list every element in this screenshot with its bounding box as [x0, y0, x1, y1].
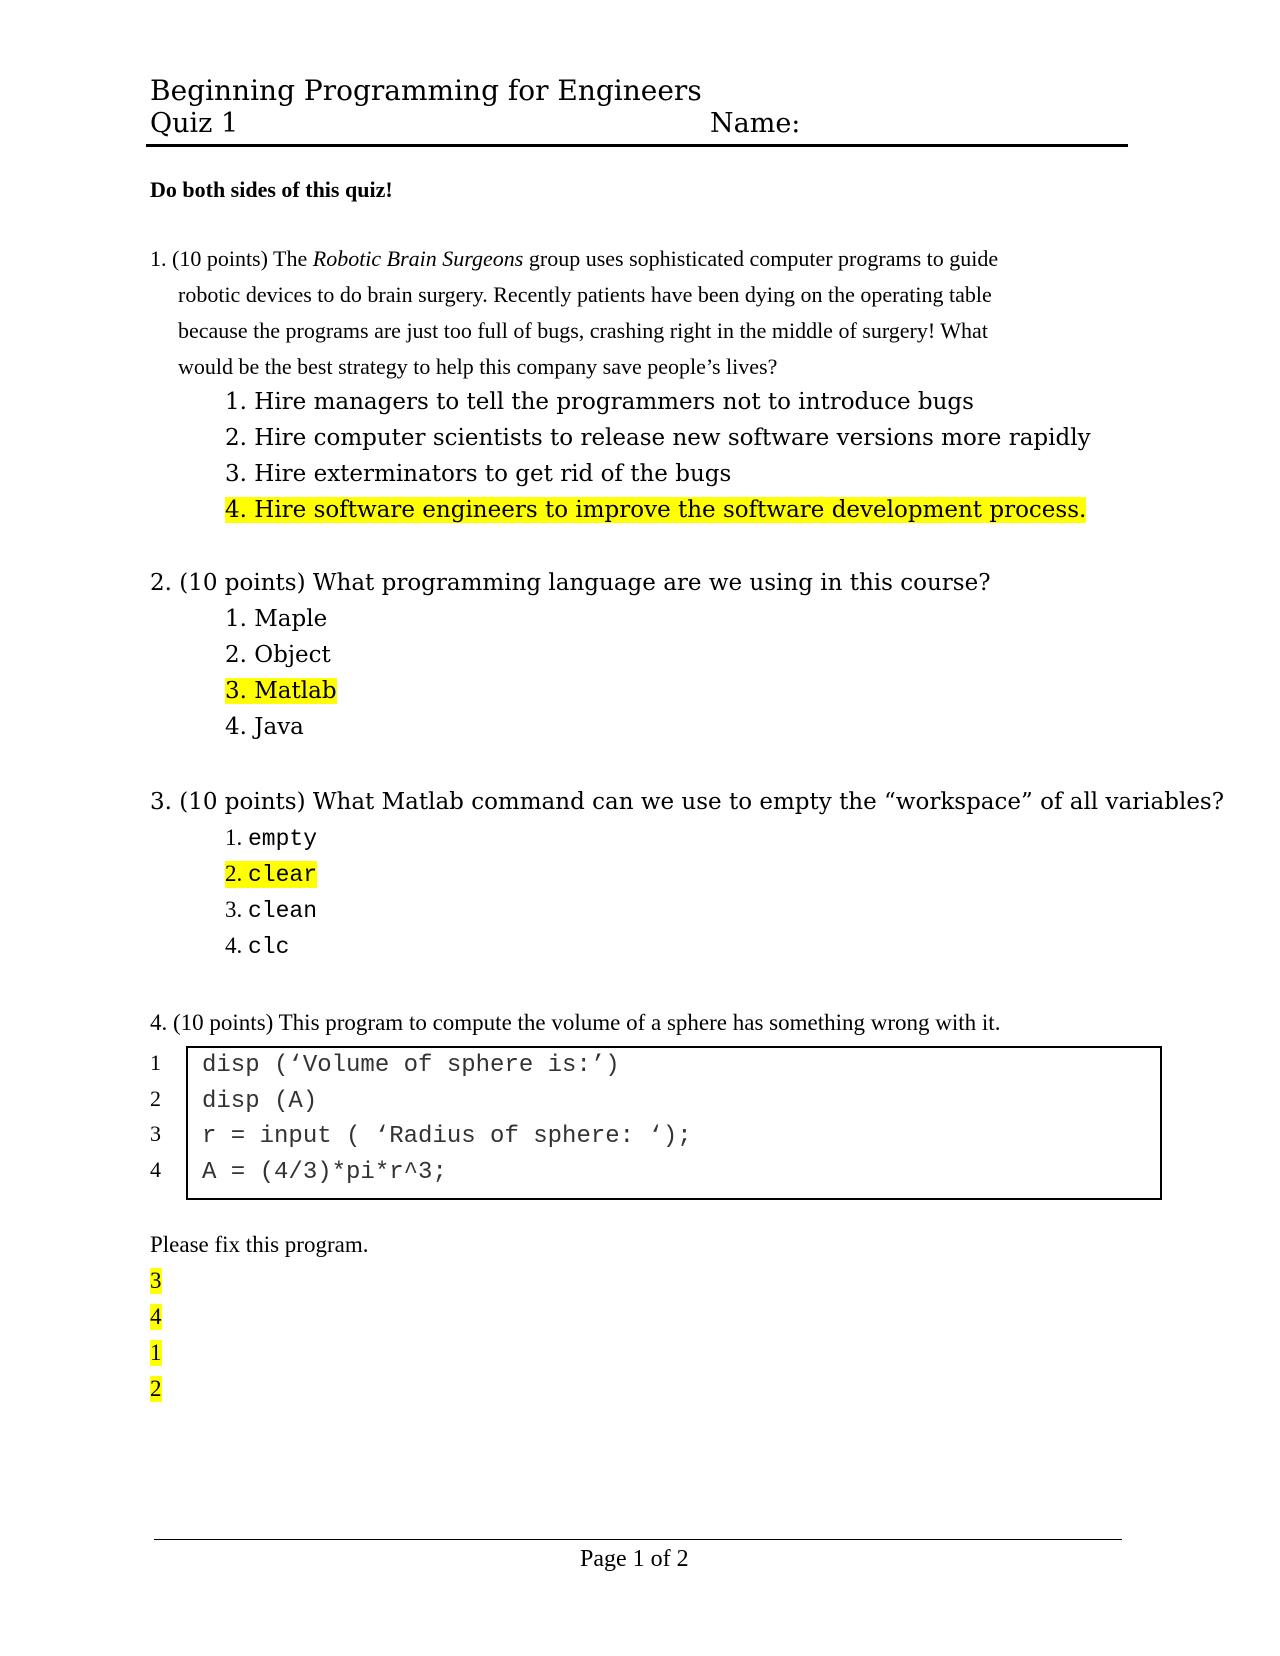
course-title: Beginning Programming for Engineers — [150, 74, 702, 107]
question-1-line-3: because the programs are just too full of bugs, crashing right in the middle of surgery! What — [178, 318, 988, 343]
group-name: Robotic Brain Surgeons — [312, 246, 524, 271]
header-divider — [146, 144, 1128, 147]
code-line: disp (A) — [202, 1088, 318, 1115]
q3-option-4: 4. clc — [225, 933, 290, 960]
q1-option-2: 2. Hire computer scientists to release new software versions more rapidly — [225, 425, 1091, 451]
question-1-line-2: robotic devices to do brain surgery. Recently patients have been dying on the operating table — [178, 282, 992, 307]
q1-option-3: 3. Hire exterminators to get rid of the bugs — [225, 461, 732, 487]
name-label: Name: — [710, 108, 801, 139]
instruction: Do both sides of this quiz! — [150, 177, 393, 202]
line-number: 4 — [150, 1157, 161, 1182]
q2-option-4: 4. Java — [225, 714, 304, 740]
q2-option-3-answer: 3. Matlab — [225, 678, 337, 704]
q3-option-3: 3. clean — [225, 897, 318, 924]
line-number: 2 — [150, 1086, 161, 1111]
q1-option-1: 1. Hire managers to tell the programmers not to introduce bugs — [225, 389, 974, 415]
answer-line: 3 — [150, 1268, 162, 1293]
q3-option-2-answer: 2. clear — [225, 861, 318, 888]
line-number: 3 — [150, 1121, 161, 1146]
question-3-text: 3. (10 points) What Matlab command can we use to empty the “workspace” of all variables? — [150, 789, 1225, 815]
quiz-number: Quiz 1 — [150, 108, 239, 139]
line-number: 1 — [150, 1050, 161, 1075]
question-2-text: 2. (10 points) What programming language are we using in this course? — [150, 570, 991, 596]
answer-line: 4 — [150, 1304, 162, 1329]
question-1-line-4: would be the best strategy to help this company save people’s lives? — [178, 354, 778, 379]
q2-option-1: 1. Maple — [225, 606, 328, 632]
footer-divider — [154, 1539, 1122, 1540]
code-line: disp (‘Volume of sphere is:’) — [202, 1052, 620, 1079]
code-line: A = (4/3)*pi*r^3; — [202, 1159, 447, 1186]
code-line: r = input ( ‘Radius of sphere: ‘); — [202, 1123, 692, 1150]
page-number: Page 1 of 2 — [580, 1546, 689, 1572]
q2-option-2: 2. Object — [225, 642, 331, 668]
question-1-line-1: 1. (10 points) The Robotic Brain Surgeons group uses sophisticated computer programs to guide — [150, 246, 999, 271]
q1-option-4-answer: 4. Hire software engineers to improve the software development process. — [225, 497, 1087, 523]
fix-prompt: Please fix this program. — [150, 1232, 369, 1257]
answer-line: 1 — [150, 1340, 162, 1365]
answer-line: 2 — [150, 1376, 162, 1401]
question-4-text: 4. (10 points) This program to compute the volume of a sphere has something wrong with it. — [150, 1010, 1001, 1035]
q3-option-1: 1. empty — [225, 825, 318, 852]
